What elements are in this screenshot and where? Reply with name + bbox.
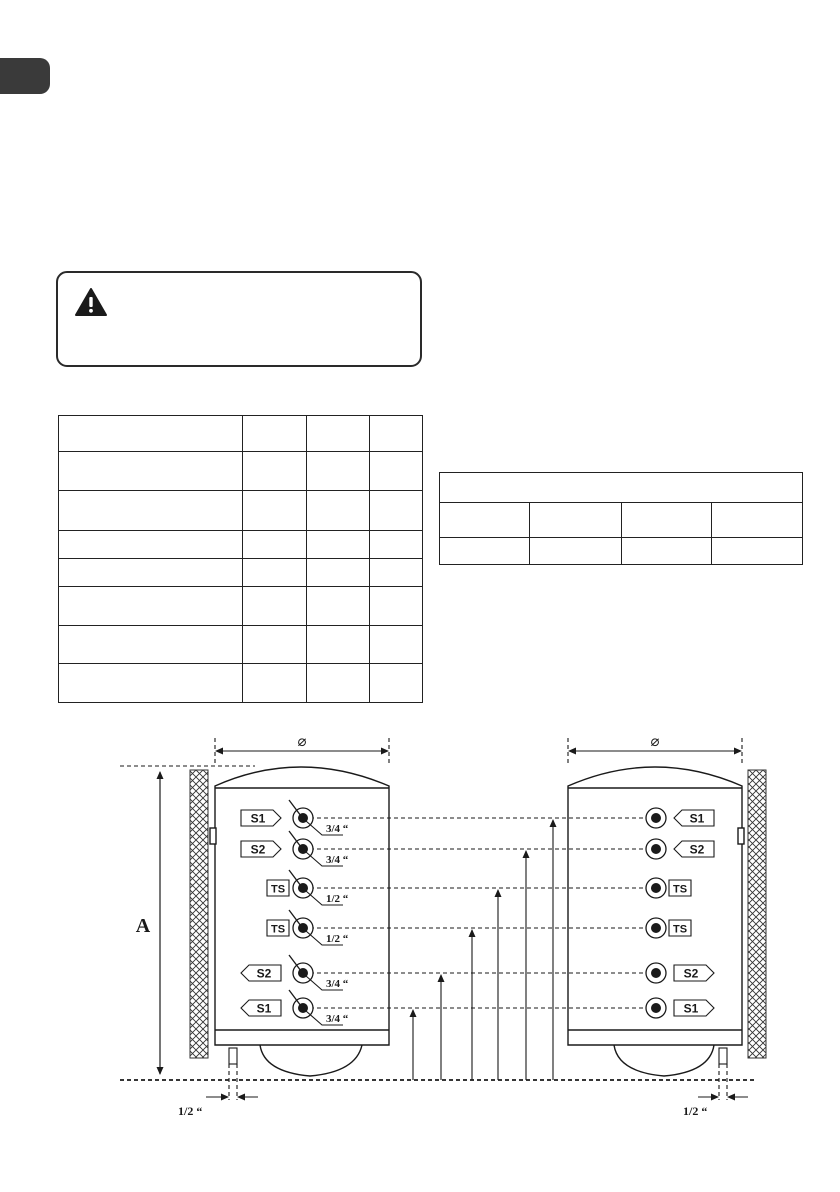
connection-diagram (0, 720, 840, 1130)
warning-box (56, 271, 422, 367)
sensor-tag-right-3-label: TS (672, 923, 688, 936)
port-size-left-1: 3/4 “ (326, 854, 349, 866)
port-tag-left-1 (241, 841, 281, 857)
diameter-label-left: ⌀ (297, 732, 307, 750)
port-fitting-right-3 (646, 918, 666, 938)
port-fitting-right-1 (646, 839, 666, 859)
wall-left (190, 770, 208, 1058)
diameter-label-right: ⌀ (650, 732, 660, 750)
drain-size-left: 1/2 “ (178, 1104, 203, 1118)
port-tag-right-0-label: S1 (689, 811, 705, 826)
port-tag-right-1-label: S2 (689, 842, 705, 857)
port-size-left-4: 3/4 “ (326, 978, 349, 990)
port-tag-right-0 (674, 810, 714, 826)
port-tag-left-0-label: S1 (250, 811, 266, 826)
height-label: A (135, 915, 151, 937)
drain-size-right: 1/2 “ (683, 1104, 708, 1118)
port-tag-left-0 (241, 810, 281, 826)
language-tab (0, 58, 50, 94)
port-tag-left-5-label: S1 (256, 1001, 272, 1016)
port-size-left-5: 3/4 “ (326, 1013, 349, 1025)
port-tag-right-5 (674, 1000, 714, 1016)
wall-right (748, 770, 766, 1058)
port-tag-right-4-label: S2 (683, 966, 699, 981)
port-fitting-right-0 (646, 808, 666, 828)
port-tag-right-1 (674, 841, 714, 857)
sensor-tag-left-2 (267, 880, 289, 896)
warning-icon (74, 287, 108, 317)
port-tag-right-4 (674, 965, 714, 981)
sensor-tag-left-2-label: TS (270, 883, 286, 896)
port-tag-left-4 (241, 965, 281, 981)
port-size-left-2: 1/2 “ (326, 893, 349, 905)
port-tag-right-5-label: S1 (683, 1001, 699, 1016)
technical-data-table (58, 415, 423, 703)
port-tag-left-1-label: S2 (250, 842, 266, 857)
port-tag-left-4-label: S2 (256, 966, 272, 981)
port-fitting-right-2 (646, 878, 666, 898)
dimensions-table (439, 472, 803, 565)
port-tag-left-5 (241, 1000, 281, 1016)
sensor-tag-right-3 (669, 920, 691, 936)
sensor-tag-left-3 (267, 920, 289, 936)
sensor-tag-left-3-label: TS (270, 923, 286, 936)
port-size-left-0: 3/4 “ (326, 823, 349, 835)
sensor-tag-right-2 (669, 880, 691, 896)
port-fitting-right-5 (646, 998, 666, 1018)
sensor-tag-right-2-label: TS (672, 883, 688, 896)
port-size-left-3: 1/2 “ (326, 933, 349, 945)
port-fitting-right-4 (646, 963, 666, 983)
